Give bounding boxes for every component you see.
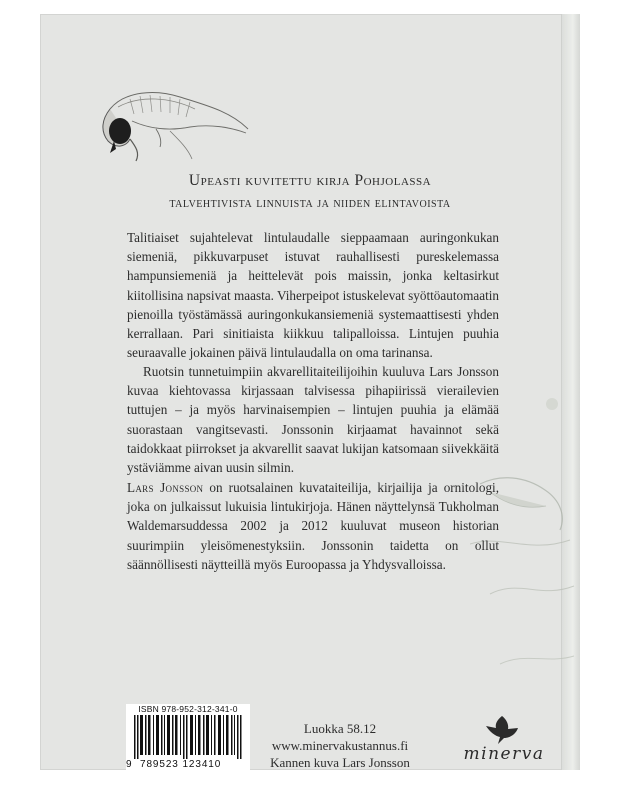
publisher-logo-text: minerva [463, 744, 545, 764]
heading-line-2: talvehtivista linnuista ja niiden elintavoista [169, 196, 451, 211]
author-name: Lars Jonsson [127, 480, 204, 495]
barcode [126, 704, 250, 772]
cover-credit: Kannen kuva Lars Jonsson [270, 755, 410, 770]
minerva-owl-logo-icon [484, 714, 520, 746]
book-back-cover [40, 14, 580, 770]
heading-line-1: Upeasti kuvitettu kirja Pohjolassa [188, 172, 432, 189]
description-paragraph-2: Ruotsin tunnetuimpiin akvarellitaiteilijoihin kuuluva Lars Jonsson kuvaa kiehtovassa kirjassaan talvisessa pihapiirissä vierailevien tuttujen – ja myös harvinaisempien – lintujen puuhia ja elämää suorastaan vangitsevasti. Jonssonin kirjaamat havainnot sekä taidokkaat piirrokset ja akvarellit saavat lukijan katsomaan siivekkäitä ystäviämme aivan uusin silmin. [127, 364, 499, 476]
bird-sketch-illustration [70, 69, 260, 179]
classification: Luokka 58.12 [303, 721, 377, 736]
publisher-website: www.minervakustannus.fi [271, 738, 409, 753]
barcode-number: 789523 123410 [140, 759, 222, 770]
description-paragraph-1: Talitiaiset sujahtelevat lintulaudalle sieppaamaan auringonkukan siemeniä, pikkuvarpuset istuvat rauhallisesti pureskelemassa hampunsiemeniä ja heittelevät pois maissin, jonka keltasirkut kiitollisina napsivat maasta. Viherpeipot istuskelevat syöttöautomaatin pienoilla työstämässä auringonkukansiemeniä systemaattisesti yhden kerrallaan. Pari sinitiaista kiikkuu talipalloissa. Lintujen puuhia seuraavalle jokainen päivä lintulaudalla on oma tarinansa. [127, 230, 499, 361]
author-bio-text: on ruotsalainen kuvataiteilija, kirjailija ja ornitologi, joka on julkaissut lukuisia lintukirjoja. Hänen näyttelynsä Tukholman Waldemarsuddessa 2002 ja 2012 kuuluvat museon historian suurimpiin yleisömenestyksiin. Jonssonin taidetta on ollut säännöllisesti näytteillä myös Euroopassa ja Yhdysvalloissa. [127, 480, 500, 572]
barcode-first-digit: 9 [126, 759, 132, 770]
author-bio-paragraph [127, 478, 499, 574]
isbn-label: ISBN 978-952-312-341-0 [138, 704, 238, 714]
barcode-bars [134, 715, 242, 759]
